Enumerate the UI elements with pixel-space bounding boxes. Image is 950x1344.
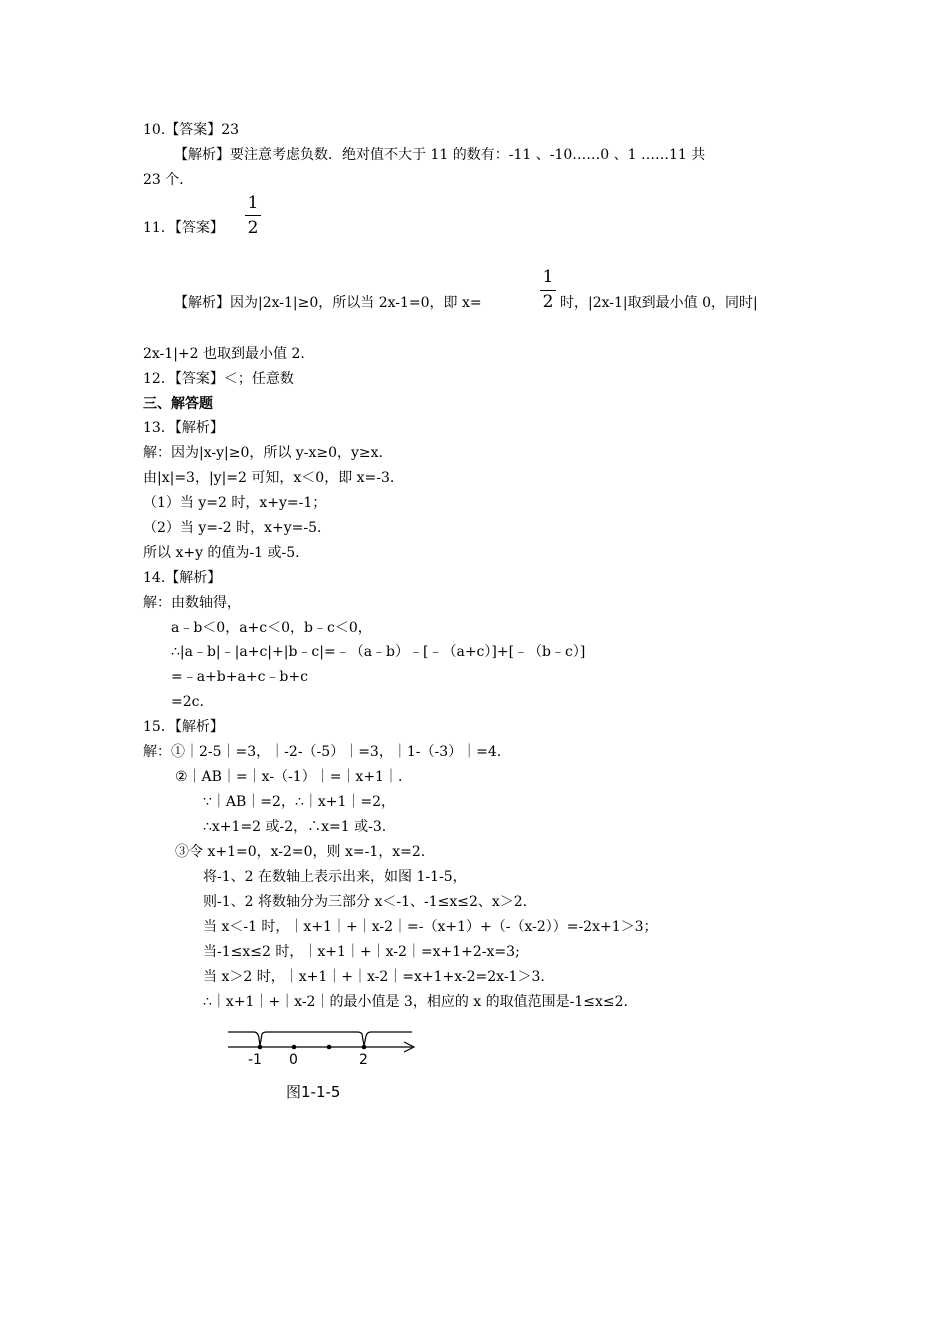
q14-line1: 解：由数轴得，: [143, 595, 241, 611]
q13-line5: 所以 x+y 的值为-1 或-5.: [143, 545, 300, 561]
tick-label-zero: 0: [289, 1052, 298, 1068]
q15-line1: 解：①｜2-5｜=3，｜-2-（-5）｜=3，｜1-（-3）｜=4.: [143, 744, 502, 760]
q14-heading: 14.【解析】: [143, 570, 222, 586]
point-two: [362, 1045, 367, 1050]
region-bracket-right: [364, 1032, 412, 1046]
region-bracket-middle: [260, 1032, 364, 1046]
q11-analysis-part-a: 【解析】因为|2x-1|≥0，所以当 2x-1=0，即 x=: [174, 295, 482, 311]
q11-inline-fraction-denominator: 2: [542, 292, 554, 312]
q11-analysis-part-c: 2x-1|+2 也取到最小值 2.: [143, 346, 305, 362]
q11-analysis-part-b: 时，|2x-1|取到最小值 0，同时|: [560, 295, 758, 311]
q13-line1: 解：因为|x-y|≥0，所以 y-x≥0，y≥x.: [143, 445, 383, 461]
q15-line9: 当-1≤x≤2 时，｜x+1｜+｜x-2｜=x+1+2-x=3;: [203, 944, 520, 960]
q15-line10: 当 x＞2 时，｜x+1｜+｜x-2｜=x+1+x-2=2x-1＞3.: [203, 969, 545, 985]
q15-line4: ∴x+1=2 或-2，∴x=1 或-3.: [203, 819, 387, 835]
figure-caption: 图1-1-5: [286, 1083, 341, 1101]
q15-line11: ∴｜x+1｜+｜x-2｜的最小值是 3，相应的 x 的取值范围是-1≤x≤2.: [203, 994, 628, 1010]
q11-fraction-numerator: 1: [247, 193, 259, 213]
q14-line4: =﹣a+b+a+c﹣b+c: [171, 669, 308, 685]
q11-inline-fraction-numerator: 1: [542, 267, 554, 287]
tick-label-two: 2: [359, 1052, 368, 1068]
q12-answer: 12．【答案】＜；任意数: [143, 371, 294, 387]
q14-line2: a﹣b＜0，a+c＜0，b﹣c＜0，: [171, 620, 372, 636]
q13-line2: 由|x|=3，|y|=2 可知，x＜0，即 x=-3.: [143, 470, 395, 486]
q10-analysis-line1: 【解析】要注意考虑负数．绝对值不大于 11 的数有：-11 、-10……0 、1 ……11 共: [174, 147, 706, 163]
q15-heading: 15．【解析】: [143, 719, 224, 735]
q15-line6: 将-1、2 在数轴上表示出来，如图 1-1-5，: [203, 869, 467, 885]
q15-line2: ②｜AB｜=｜x-（-1）｜=｜x+1｜.: [175, 769, 403, 785]
point-one: [327, 1045, 332, 1050]
q13-line3: （1）当 y=2 时，x+y=-1；: [143, 495, 327, 511]
point-zero: [292, 1045, 297, 1050]
q11-fraction-bar: [245, 215, 261, 216]
q14-line5: =2c.: [171, 694, 204, 710]
q15-line7: 则-1、2 将数轴分为三部分 x＜-1、-1≤x≤2、x＞2.: [203, 894, 528, 910]
q10-answer: 10.【答案】23: [143, 122, 240, 138]
q13-line4: （2）当 y=-2 时，x+y=-5.: [143, 520, 322, 536]
q10-analysis-line2: 23 个．: [143, 172, 194, 188]
region-bracket-left: [228, 1032, 260, 1046]
q11-fraction-denominator: 2: [247, 218, 259, 238]
number-line-axis: [228, 1042, 414, 1052]
q13-heading: 13．【解析】: [143, 420, 224, 436]
point-minus-one: [258, 1045, 263, 1050]
q15-line5: ③令 x+1=0，x-2=0，则 x=-1，x=2.: [175, 844, 426, 860]
q15-line8: 当 x＜-1 时，｜x+1｜+｜x-2｜=-（x+1）+（-（x-2））=-2x+1＞3；: [203, 919, 658, 935]
q11-inline-fraction-bar: [540, 290, 556, 291]
q11-answer-label: 11．【答案】: [143, 220, 224, 236]
tick-label-minus-one: -1: [248, 1052, 262, 1068]
section-title: 三、解答题: [143, 396, 213, 412]
q15-line3: ∵｜AB｜=2，∴｜x+1｜=2，: [203, 794, 396, 810]
q14-line3: ∴|a﹣b|﹣|a+c|+|b﹣c|=﹣（a﹣b）﹣[﹣（a+c）]+[﹣（b﹣c）]: [171, 644, 586, 660]
